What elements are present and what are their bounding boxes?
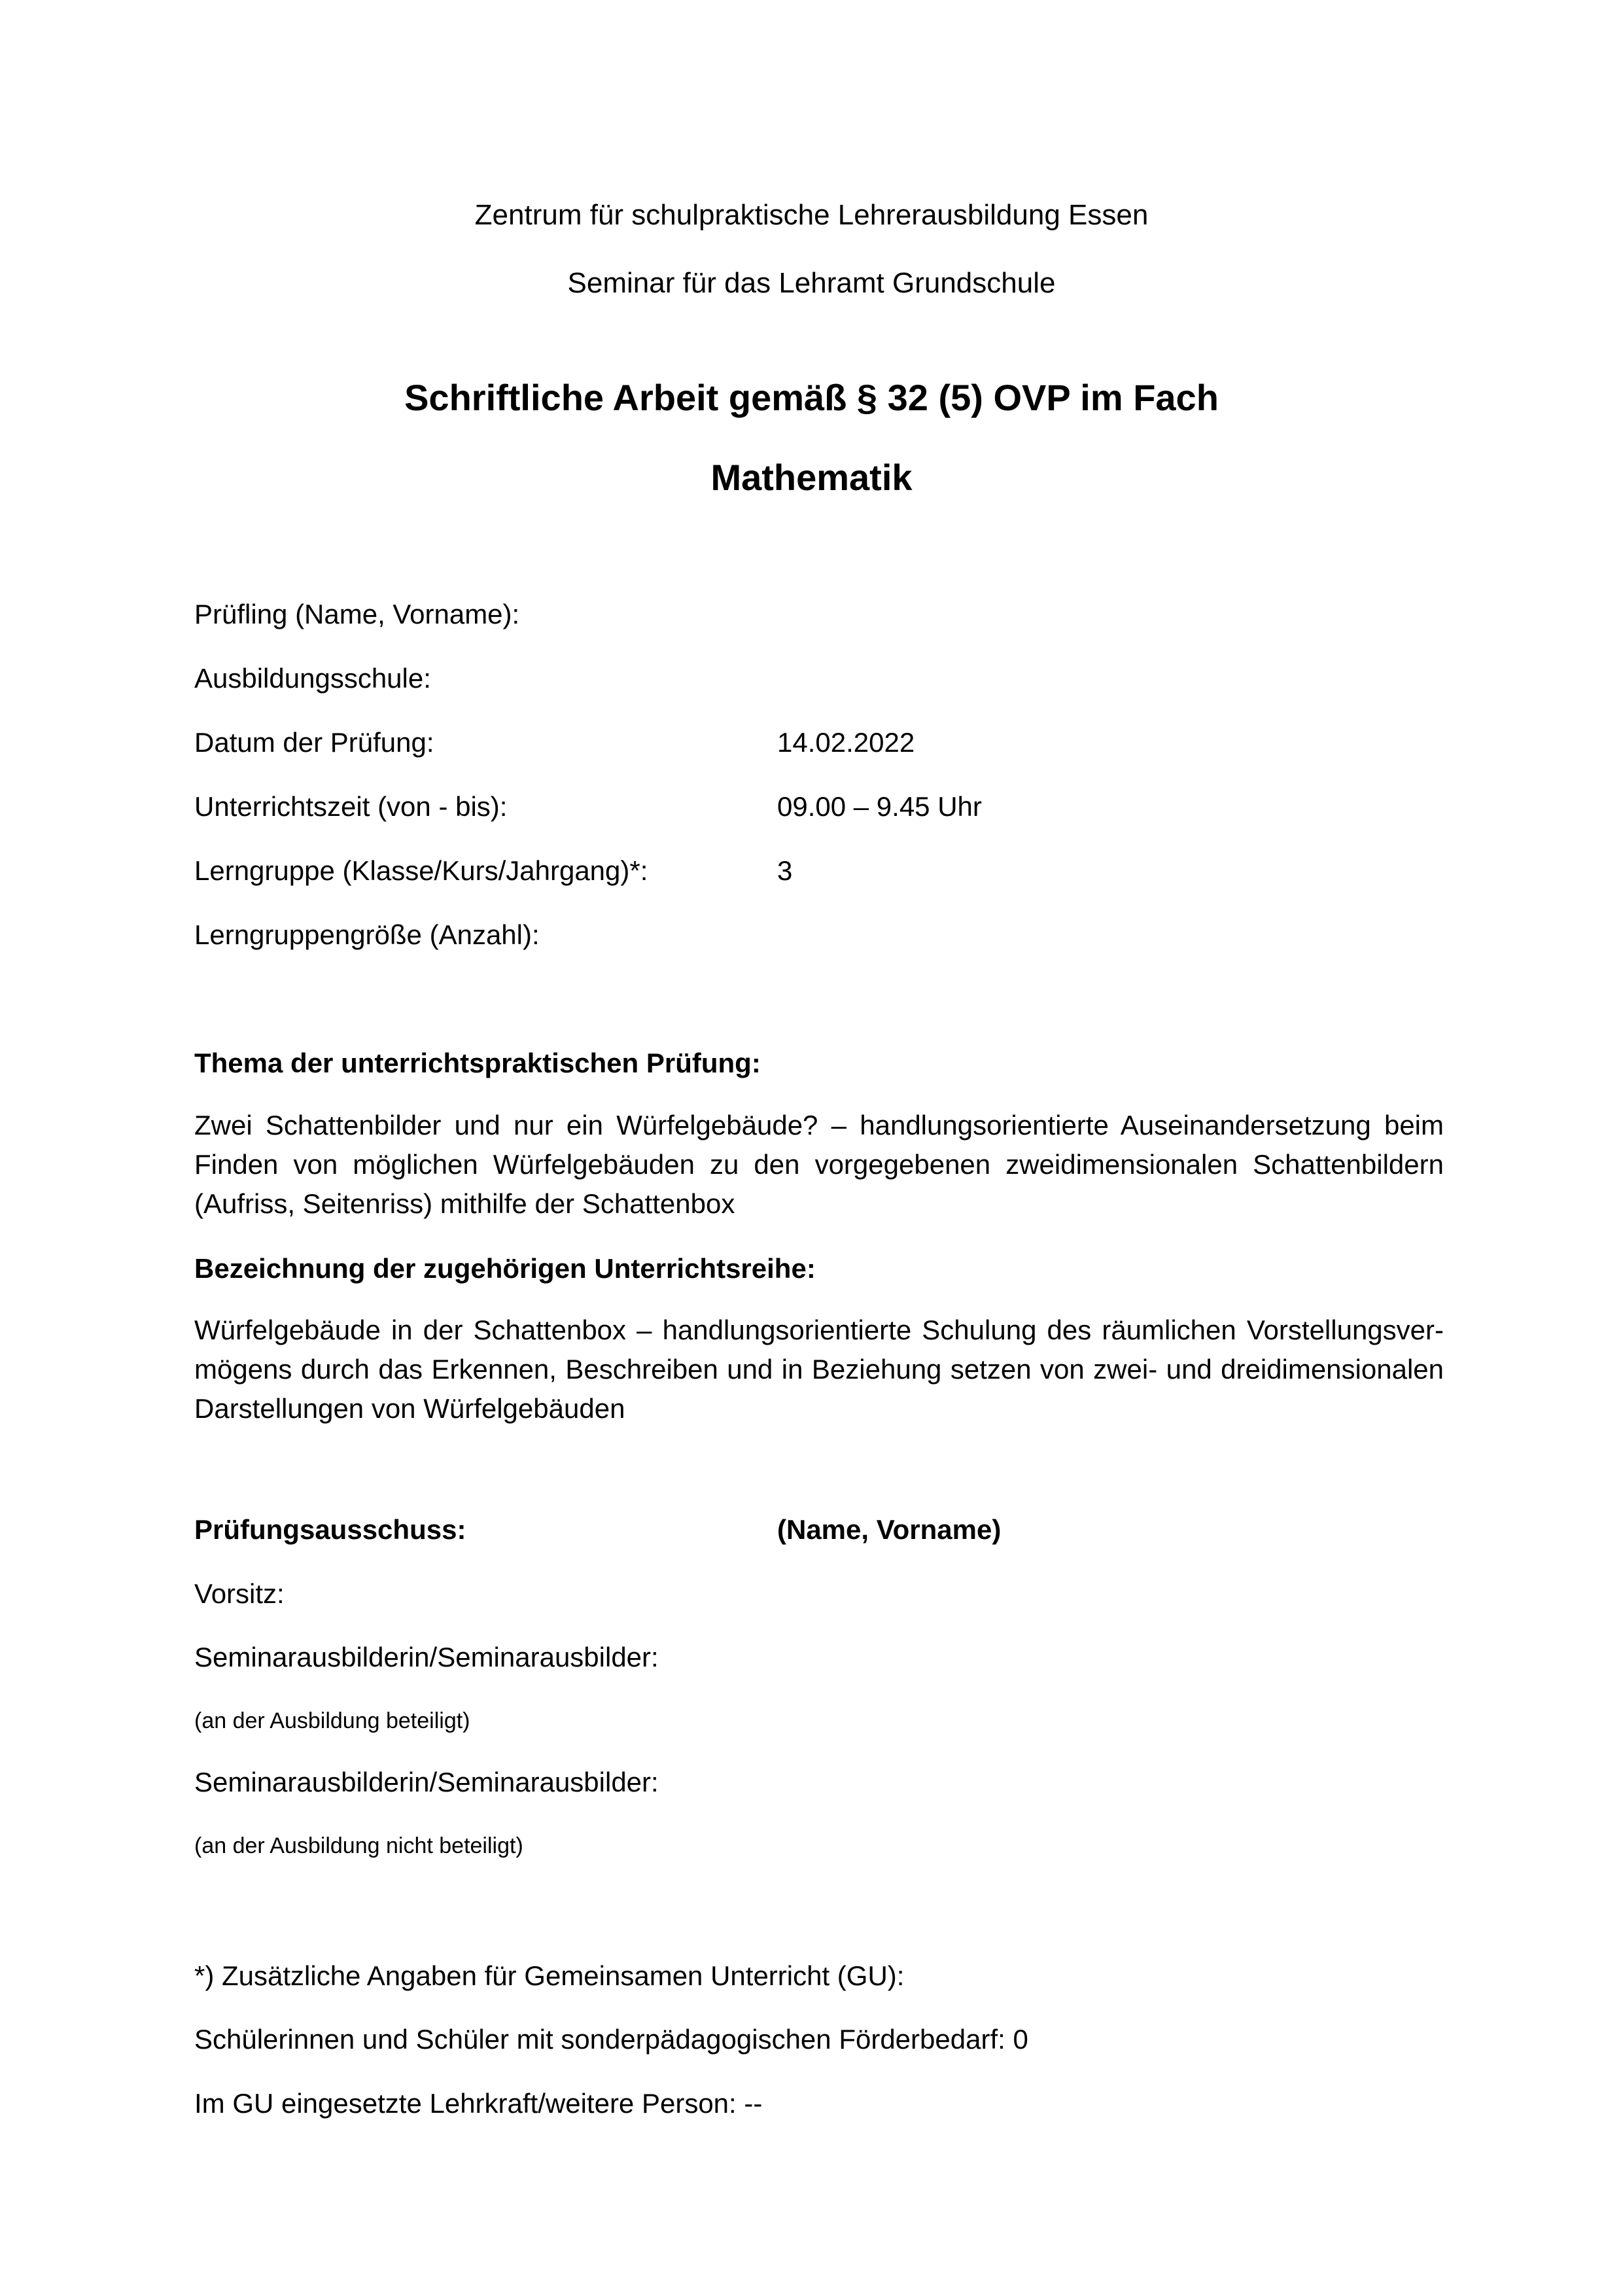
topic-line: Zwei Schattenbilder und nur ein Würfelgebäude? – handlungsorientierte Auseinandersetzung beim bbox=[194, 1110, 1444, 1140]
footnote-staff: Im GU eingesetzte Lehrkraft/weitere Person: -- bbox=[194, 2088, 763, 2119]
committee-chair-label: Vorsitz: bbox=[194, 1578, 285, 1609]
committee-heading: Prüfungsausschuss: bbox=[194, 1514, 466, 1545]
seminar-name: Seminar für das Lehramt Grundschule bbox=[567, 267, 1056, 299]
series-line: mögens durch das Erkennen, Beschreiben und in Beziehung setzen von zwei- und dreidimensionalen bbox=[194, 1354, 1444, 1385]
series-line: Würfelgebäude in der Schattenbox – handlungsorientierte Schulung des räumlichen Vorstellungsver- bbox=[194, 1315, 1444, 1345]
exam-info-label: Lerngruppe (Klasse/Kurs/Jahrgang)*: bbox=[194, 855, 648, 886]
topic-line: Finden von möglichen Würfelgebäuden zu den vorgegebenen zweidimensionalen Schattenbildern bbox=[194, 1149, 1444, 1180]
exam-info-label: Ausbildungsschule: bbox=[194, 663, 431, 694]
footnote-students: Schülerinnen und Schüler mit sonderpädagogischen Förderbedarf: 0 bbox=[194, 2024, 1028, 2055]
committee-trainer2-note: (an der Ausbildung nicht beteiligt) bbox=[194, 1833, 523, 1858]
series-heading: Bezeichnung der zugehörigen Unterrichtsreihe: bbox=[194, 1253, 816, 1284]
lesson-time-value: 09.00 – 9.45 Uhr bbox=[777, 791, 982, 822]
document-subject: Mathematik bbox=[710, 457, 913, 498]
institution-name: Zentrum für schulpraktische Lehrerausbildung Essen bbox=[474, 199, 1149, 231]
document-title: Schriftliche Arbeit gemäß § 32 (5) OVP im Fach bbox=[404, 377, 1219, 418]
exam-info-label: Prüfling (Name, Vorname): bbox=[194, 599, 520, 629]
committee-column-heading: (Name, Vorname) bbox=[777, 1514, 1002, 1545]
committee-trainer1-note: (an der Ausbildung beteiligt) bbox=[194, 1708, 470, 1733]
topic-text bbox=[194, 1106, 1444, 1224]
exam-info-label: Lerngruppengröße (Anzahl): bbox=[194, 919, 540, 950]
exam-date-value: 14.02.2022 bbox=[777, 727, 915, 758]
committee-trainer1-label: Seminarausbilderin/Seminarausbilder: bbox=[194, 1642, 659, 1672]
footnote-heading: *) Zusätzliche Angaben für Gemeinsamen Unterricht (GU): bbox=[194, 1960, 905, 1991]
topic-heading: Thema der unterrichtspraktischen Prüfung: bbox=[194, 1048, 761, 1078]
series-line: Darstellungen von Würfelgebäuden bbox=[194, 1393, 625, 1424]
exam-info-label: Datum der Prüfung: bbox=[194, 727, 434, 758]
topic-line: (Aufriss, Seitenriss) mithilfe der Schattenbox bbox=[194, 1188, 735, 1219]
learning-group-value: 3 bbox=[777, 855, 793, 886]
series-text bbox=[194, 1311, 1444, 1428]
committee-trainer2-label: Seminarausbilderin/Seminarausbilder: bbox=[194, 1767, 659, 1797]
exam-info-label: Unterrichtszeit (von - bis): bbox=[194, 791, 508, 822]
